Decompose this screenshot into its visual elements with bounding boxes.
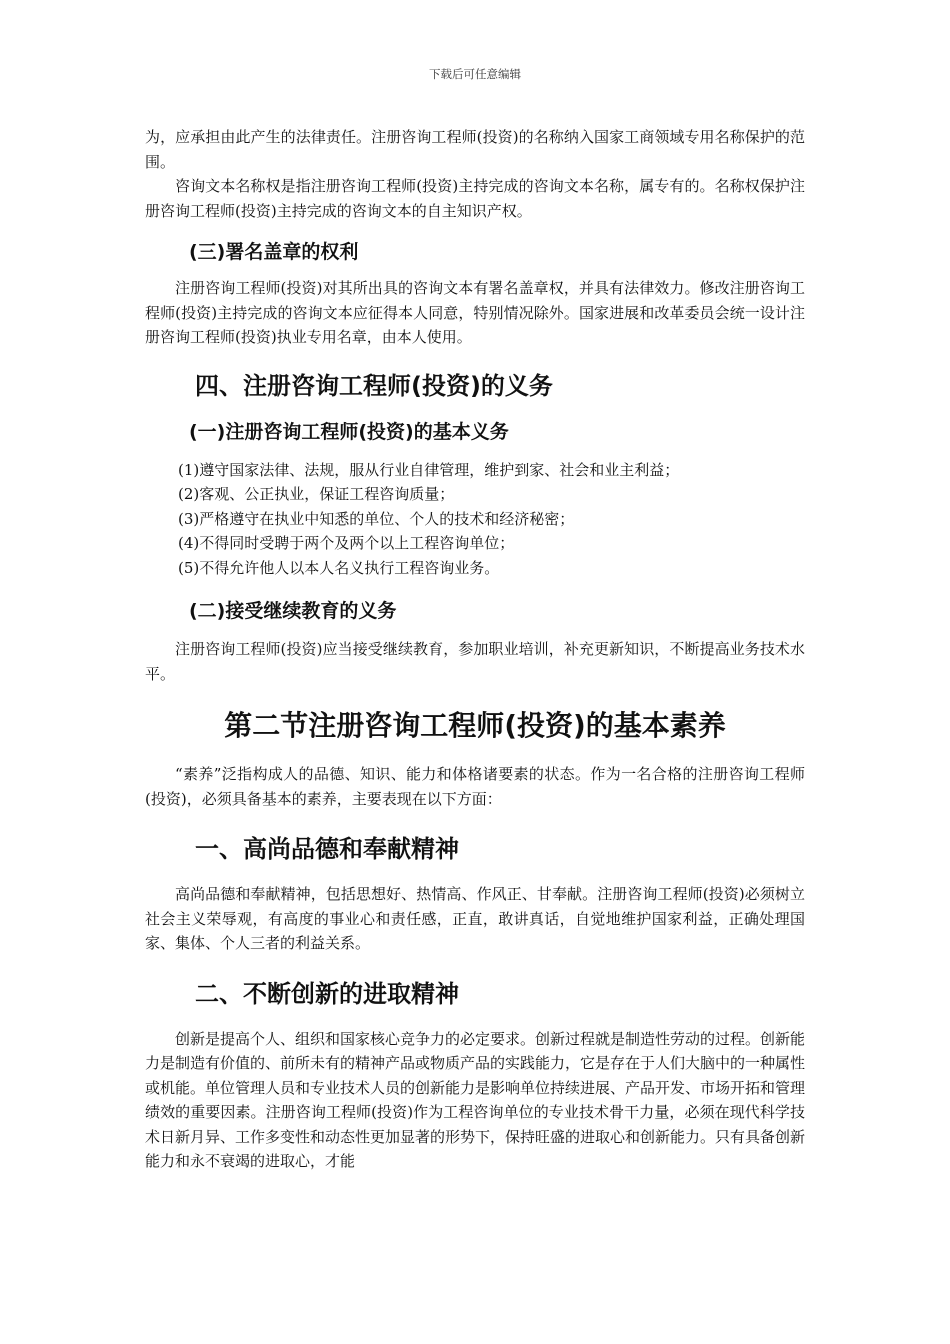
paragraph-sign-seal: 注册咨询工程师(投资)对其所出具的咨询文本有署名盖章权，并具有法律效力。修改注册咨询工程师(投资)主持完成的咨询文本应征得本人同意，特别情况除外。国家进展和改革委员会统一设计注册咨询工程师(投资)执业专用名章，由本人使用。 <box>145 279 805 346</box>
heading-section-two: 第二节注册咨询工程师(投资)的基本素养 <box>224 709 726 742</box>
heading-innovation: 二、不断创新的进取精神 <box>195 979 459 1008</box>
list-item: (2)客观、公正执业，保证工程咨询质量； <box>178 485 455 503</box>
heading-duties: 四、注册咨询工程师(投资)的义务 <box>195 371 553 400</box>
list-item: (1)遵守国家法律、法规，服从行业自律管理，维护到家、社会和业主利益； <box>178 460 680 479</box>
document-body <box>145 125 805 1174</box>
paragraph-intro-continued: 为，应承担由此产生的法律责任。注册咨询工程师(投资)的名称纳入国家工商领域专用名称保护的范围。 <box>145 128 805 171</box>
heading-morality: 一、高尚品德和奉献精神 <box>195 835 459 863</box>
paragraph-innovation: 创新是提高个人、组织和国家核心竞争力的必定要求。创新过程就是制造性劳动的过程。创新能力是制造有价值的、前所未有的精神产品或物质产品的实践能力，它是存在于人们大脑中的一种属性或机能。单位管理人员和专业技术人员的创新能力是影响单位持续进展、产品开发、市场开拓和管理绩效的重要因素。注册咨询工程师(投资)作为工程咨询单位的专业技术骨干力量，必须在现代科学技术日新月异、工作多变性和动态性更加显著的形势下，保持旺盛的进取心和创新能力。只有具备创新能力和永不衰竭的进取心，才能 <box>145 1029 806 1170</box>
heading-basic-duties: (一)注册咨询工程师(投资)的基本义务 <box>189 420 509 443</box>
list-item: (5)不得允许他人以本人名义执行工程咨询业务。 <box>178 558 500 577</box>
paragraph-section-two-intro: “素养”泛指构成人的品德、知识、能力和体格诸要素的状态。作为一名合格的注册咨询工程师(投资)，必须具备基本的素养，主要表现在以下方面： <box>145 765 805 808</box>
duties-list <box>145 458 805 581</box>
paragraph-morality: 高尚品德和奉献精神，包括思想好、热情高、作风正、甘奉献。注册咨询工程师(投资)必须树立社会主义荣辱观，有高度的事业心和责任感，正直，敢讲真话，自觉地维护国家利益，正确处理国家、集体、个人三者的利益关系。 <box>145 885 805 952</box>
heading-continuing-education: (二)接受继续教育的义务 <box>189 600 397 622</box>
paragraph-name-right: 咨询文本名称权是指注册咨询工程师(投资)主持完成的咨询文本名称，属专有的。名称权保护注册咨询工程师(投资)主持完成的咨询文本的自主知识产权。 <box>145 177 805 220</box>
paragraph-continuing-education: 注册咨询工程师(投资)应当接受继续教育，参加职业培训，补充更新知识，不断提高业务技术水平。 <box>145 640 805 683</box>
list-item: (4)不得同时受聘于两个及两个以上工程咨询单位； <box>178 534 515 552</box>
heading-sign-seal-right: (三)署名盖章的权利 <box>189 241 359 263</box>
list-item: (3)严格遵守在执业中知悉的单位、个人的技术和经济秘密； <box>178 509 575 528</box>
page-header: 下载后可任意编辑 <box>429 67 521 81</box>
